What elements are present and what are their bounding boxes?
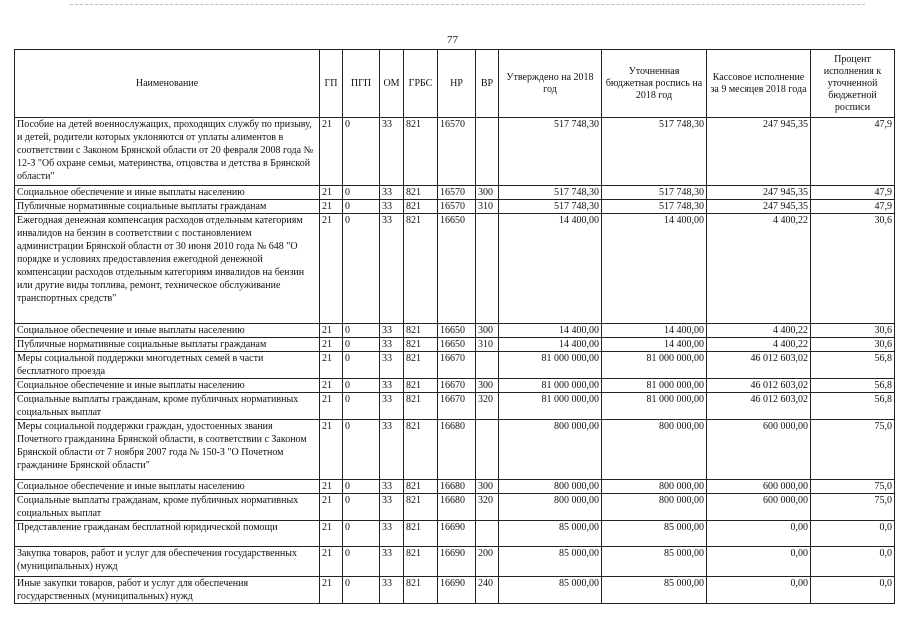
table-row <box>15 200 895 214</box>
cell-gp: 21 <box>320 186 343 200</box>
cell-om: 33 <box>380 338 404 352</box>
cell-np: 16570 <box>438 118 476 186</box>
header-percent: Процент исполнения к уточненной бюджетной росписи <box>811 50 895 118</box>
header-row <box>15 50 895 118</box>
cell-percent: 75,0 <box>811 420 895 480</box>
cell-percent: 47,9 <box>811 118 895 186</box>
cell-ppgp: 0 <box>343 200 380 214</box>
cell-ppgp: 0 <box>343 393 380 420</box>
table-row <box>15 494 895 521</box>
table-row <box>15 379 895 393</box>
cell-approved: 517 748,30 <box>499 200 602 214</box>
page-number: 77 <box>447 34 458 46</box>
cell-np: 16650 <box>438 338 476 352</box>
cell-grbs: 821 <box>404 324 438 338</box>
cell-approved: 800 000,00 <box>499 420 602 480</box>
cell-grbs: 821 <box>404 186 438 200</box>
cell-gp: 21 <box>320 547 343 577</box>
cell-vr <box>476 521 499 547</box>
cell-percent: 56,8 <box>811 352 895 379</box>
cell-name: Ежегодная денежная компенсация расходов отдельным категориям инвалидов на бензин в соответствии с постановлением администрации Брянской области от 30 июня 2010 года № 648 "О порядке и условиях предоставления ежегодной денежной компенсации расходов отдельным категориям инвалидов на бензин или другие виды топлива, ремонт, техническое обслуживание транспортных средств" <box>15 214 320 324</box>
cell-refined: 800 000,00 <box>602 420 707 480</box>
cell-gp: 21 <box>320 420 343 480</box>
cell-refined: 14 400,00 <box>602 338 707 352</box>
cell-om: 33 <box>380 214 404 324</box>
cell-ppgp: 0 <box>343 521 380 547</box>
cell-cash: 4 400,22 <box>707 214 811 324</box>
cell-ppgp: 0 <box>343 494 380 521</box>
cell-gp: 21 <box>320 379 343 393</box>
cell-om: 33 <box>380 118 404 186</box>
cell-percent: 56,8 <box>811 393 895 420</box>
cell-ppgp: 0 <box>343 352 380 379</box>
cell-approved: 517 748,30 <box>499 118 602 186</box>
cell-refined: 81 000 000,00 <box>602 393 707 420</box>
cell-cash: 46 012 603,02 <box>707 352 811 379</box>
header-name: Наименование <box>15 50 320 118</box>
cell-vr: 240 <box>476 577 499 604</box>
cell-refined: 800 000,00 <box>602 480 707 494</box>
cell-refined: 517 748,30 <box>602 186 707 200</box>
cell-vr <box>476 118 499 186</box>
cell-gp: 21 <box>320 494 343 521</box>
cell-grbs: 821 <box>404 338 438 352</box>
cell-ppgp: 0 <box>343 324 380 338</box>
cell-cash: 4 400,22 <box>707 324 811 338</box>
cell-grbs: 821 <box>404 521 438 547</box>
table-row <box>15 521 895 547</box>
cell-percent: 30,6 <box>811 324 895 338</box>
cell-cash: 46 012 603,02 <box>707 393 811 420</box>
cell-approved: 85 000,00 <box>499 547 602 577</box>
cell-refined: 517 748,30 <box>602 118 707 186</box>
cell-ppgp: 0 <box>343 214 380 324</box>
cell-name: Социальное обеспечение и иные выплаты населению <box>15 480 320 494</box>
cell-gp: 21 <box>320 118 343 186</box>
cell-gp: 21 <box>320 480 343 494</box>
cell-cash: 247 945,35 <box>707 200 811 214</box>
cell-cash: 0,00 <box>707 577 811 604</box>
cell-om: 33 <box>380 420 404 480</box>
header-grbs: ГРБС <box>404 50 438 118</box>
cell-cash: 600 000,00 <box>707 480 811 494</box>
cell-np: 16670 <box>438 352 476 379</box>
cell-vr <box>476 214 499 324</box>
header-refined: Уточненная бюджетная роспись на 2018 год <box>602 50 707 118</box>
cell-name: Публичные нормативные социальные выплаты гражданам <box>15 338 320 352</box>
cell-grbs: 821 <box>404 480 438 494</box>
cell-om: 33 <box>380 352 404 379</box>
cell-om: 33 <box>380 186 404 200</box>
table-row <box>15 118 895 186</box>
table-row <box>15 352 895 379</box>
table-row <box>15 480 895 494</box>
cell-np: 16650 <box>438 324 476 338</box>
cell-gp: 21 <box>320 214 343 324</box>
cell-om: 33 <box>380 200 404 214</box>
cell-cash: 600 000,00 <box>707 420 811 480</box>
cell-grbs: 821 <box>404 214 438 324</box>
cell-grbs: 821 <box>404 379 438 393</box>
cell-refined: 14 400,00 <box>602 214 707 324</box>
cell-name: Пособие на детей военнослужащих, проходящих службу по призыву, и детей, родители которых уклоняются от уплаты алиментов в соответствии с Законом Брянской области от 20 февраля 2008 года № 12-З "Об охране семьи, материнства, отцовства и детства в Брянской области" <box>15 118 320 186</box>
cell-np: 16670 <box>438 379 476 393</box>
cell-percent: 30,6 <box>811 214 895 324</box>
cell-vr: 320 <box>476 393 499 420</box>
cell-percent: 0,0 <box>811 547 895 577</box>
cell-name: Закупка товаров, работ и услуг для обеспечения государственных (муниципальных) нужд <box>15 547 320 577</box>
table-row <box>15 324 895 338</box>
cell-refined: 85 000,00 <box>602 547 707 577</box>
cell-ppgp: 0 <box>343 118 380 186</box>
table-row <box>15 214 895 324</box>
cell-cash: 247 945,35 <box>707 118 811 186</box>
cell-refined: 14 400,00 <box>602 324 707 338</box>
cell-np: 16680 <box>438 494 476 521</box>
cell-ppgp: 0 <box>343 338 380 352</box>
cell-vr <box>476 420 499 480</box>
cell-name: Меры социальной поддержки многодетных семей в части бесплатного проезда <box>15 352 320 379</box>
cell-grbs: 821 <box>404 118 438 186</box>
cell-refined: 85 000,00 <box>602 577 707 604</box>
table-row <box>15 577 895 604</box>
table-row <box>15 547 895 577</box>
cell-gp: 21 <box>320 338 343 352</box>
cell-om: 33 <box>380 379 404 393</box>
cell-vr: 300 <box>476 324 499 338</box>
cell-grbs: 821 <box>404 577 438 604</box>
cell-grbs: 821 <box>404 200 438 214</box>
cell-approved: 517 748,30 <box>499 186 602 200</box>
cell-name: Публичные нормативные социальные выплаты гражданам <box>15 200 320 214</box>
cell-np: 16690 <box>438 521 476 547</box>
cell-om: 33 <box>380 480 404 494</box>
cell-approved: 14 400,00 <box>499 324 602 338</box>
cell-gp: 21 <box>320 393 343 420</box>
cell-name: Меры социальной поддержки граждан, удостоенных звания Почетного гражданина Брянской области, в соответствии с Законом Брянской области от 7 ноября 2007 года № 150-З "О Почетном гражданине Брянской области" <box>15 420 320 480</box>
cell-gp: 21 <box>320 577 343 604</box>
header-cash: Кассовое исполнение за 9 месяцев 2018 года <box>707 50 811 118</box>
cell-om: 33 <box>380 521 404 547</box>
cell-percent: 47,9 <box>811 200 895 214</box>
header-vr: ВР <box>476 50 499 118</box>
cell-vr: 300 <box>476 186 499 200</box>
cell-approved: 14 400,00 <box>499 214 602 324</box>
cell-approved: 85 000,00 <box>499 577 602 604</box>
cell-np: 16680 <box>438 420 476 480</box>
cell-vr: 300 <box>476 379 499 393</box>
cell-ppgp: 0 <box>343 547 380 577</box>
cell-gp: 21 <box>320 200 343 214</box>
cell-cash: 247 945,35 <box>707 186 811 200</box>
cell-gp: 21 <box>320 352 343 379</box>
cell-ppgp: 0 <box>343 577 380 604</box>
cell-ppgp: 0 <box>343 420 380 480</box>
cell-refined: 517 748,30 <box>602 200 707 214</box>
header-approved: Утверждено на 2018 год <box>499 50 602 118</box>
cell-np: 16690 <box>438 547 476 577</box>
cell-approved: 81 000 000,00 <box>499 352 602 379</box>
cell-gp: 21 <box>320 324 343 338</box>
cell-percent: 47,9 <box>811 186 895 200</box>
cell-percent: 0,0 <box>811 577 895 604</box>
cell-cash: 600 000,00 <box>707 494 811 521</box>
cell-np: 16570 <box>438 186 476 200</box>
cell-percent: 75,0 <box>811 480 895 494</box>
cell-ppgp: 0 <box>343 379 380 393</box>
cell-refined: 800 000,00 <box>602 494 707 521</box>
cell-vr <box>476 352 499 379</box>
cell-np: 16570 <box>438 200 476 214</box>
cell-gp: 21 <box>320 521 343 547</box>
cell-percent: 30,6 <box>811 338 895 352</box>
cell-name: Социальное обеспечение и иные выплаты населению <box>15 186 320 200</box>
cell-cash: 46 012 603,02 <box>707 379 811 393</box>
cell-np: 16690 <box>438 577 476 604</box>
cell-grbs: 821 <box>404 420 438 480</box>
cell-vr: 310 <box>476 338 499 352</box>
cell-approved: 14 400,00 <box>499 338 602 352</box>
cell-approved: 81 000 000,00 <box>499 379 602 393</box>
cell-refined: 81 000 000,00 <box>602 352 707 379</box>
cell-vr: 200 <box>476 547 499 577</box>
cell-name: Представление гражданам бесплатной юридической помощи <box>15 521 320 547</box>
header-om: ОМ <box>380 50 404 118</box>
cell-om: 33 <box>380 324 404 338</box>
cell-name: Социальные выплаты гражданам, кроме публичных нормативных социальных выплат <box>15 494 320 521</box>
cell-vr: 320 <box>476 494 499 521</box>
cell-name: Социальное обеспечение и иные выплаты населению <box>15 379 320 393</box>
header-np: НР <box>438 50 476 118</box>
cell-ppgp: 0 <box>343 186 380 200</box>
cell-refined: 81 000 000,00 <box>602 379 707 393</box>
cell-np: 16670 <box>438 393 476 420</box>
cell-ppgp: 0 <box>343 480 380 494</box>
cell-om: 33 <box>380 494 404 521</box>
cell-percent: 75,0 <box>811 494 895 521</box>
table-row <box>15 393 895 420</box>
cell-approved: 81 000 000,00 <box>499 393 602 420</box>
budget-table <box>14 49 895 604</box>
cell-cash: 4 400,22 <box>707 338 811 352</box>
scan-edge-line <box>70 4 865 5</box>
cell-approved: 85 000,00 <box>499 521 602 547</box>
header-gp: ГП <box>320 50 343 118</box>
cell-grbs: 821 <box>404 494 438 521</box>
cell-grbs: 821 <box>404 393 438 420</box>
cell-np: 16650 <box>438 214 476 324</box>
cell-name: Социальное обеспечение и иные выплаты населению <box>15 324 320 338</box>
cell-om: 33 <box>380 393 404 420</box>
cell-percent: 56,8 <box>811 379 895 393</box>
cell-vr: 300 <box>476 480 499 494</box>
cell-grbs: 821 <box>404 352 438 379</box>
cell-om: 33 <box>380 547 404 577</box>
cell-percent: 0,0 <box>811 521 895 547</box>
table-row <box>15 338 895 352</box>
cell-cash: 0,00 <box>707 547 811 577</box>
table-row <box>15 186 895 200</box>
cell-name: Социальные выплаты гражданам, кроме публичных нормативных социальных выплат <box>15 393 320 420</box>
cell-grbs: 821 <box>404 547 438 577</box>
header-ppgp: ПГП <box>343 50 380 118</box>
table-row <box>15 420 895 480</box>
cell-om: 33 <box>380 577 404 604</box>
cell-approved: 800 000,00 <box>499 494 602 521</box>
cell-vr: 310 <box>476 200 499 214</box>
cell-approved: 800 000,00 <box>499 480 602 494</box>
cell-np: 16680 <box>438 480 476 494</box>
cell-cash: 0,00 <box>707 521 811 547</box>
cell-name: Иные закупки товаров, работ и услуг для обеспечения государственных (муниципальных) нужд <box>15 577 320 604</box>
cell-refined: 85 000,00 <box>602 521 707 547</box>
